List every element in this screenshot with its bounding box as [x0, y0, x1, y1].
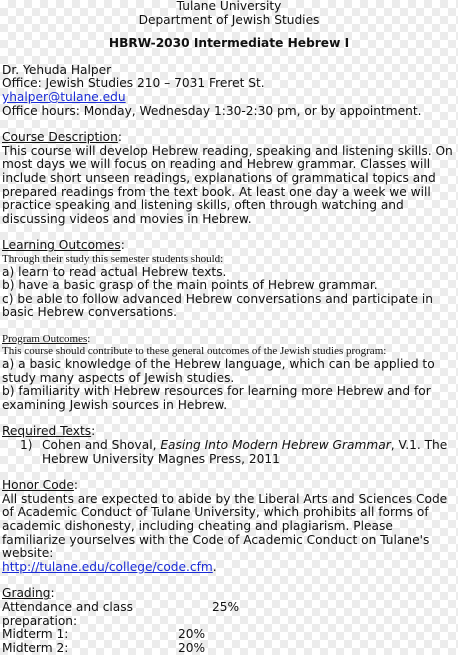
- grading-row: [2, 601, 456, 628]
- required-text-number: 1): [20, 438, 33, 453]
- instructor-name: Dr. Yehuda Halper: [2, 62, 112, 77]
- program-outcomes-intro: This course should contribute to these general outcomes of the Jewish studies program:: [2, 345, 387, 358]
- course-title: HBRW-2030 Intermediate Hebrew I: [108, 36, 350, 51]
- syllabus-document: [2, 0, 456, 655]
- office-hours: Office hours: Monday, Wednesday 1:30-2:30 pm, or by appointment.: [2, 103, 422, 118]
- grading-value: 20%: [178, 627, 206, 642]
- honor-code-text: All students are expected to abide by the Liberal Arts and Sciences Code of Academic Conduct of Tulane University, which prohibits all forms of academic dishonesty, including cheating and plagiarism. Please familiarize yourselves with the Code of Academic Conduct on Tulane's website: http://tulane.edu/college/code.cfm.: [2, 491, 448, 574]
- grading-label: Midterm 2:: [2, 640, 69, 655]
- code-of-conduct-link[interactable]: http://tulane.edu/college/code.cfm: [2, 559, 213, 574]
- grading-row: [2, 628, 456, 642]
- course-description-heading: Course Description:: [2, 130, 122, 145]
- required-text-item: [2, 439, 456, 466]
- grading-heading: Grading:: [2, 586, 55, 601]
- required-text-citation: Cohen and Shoval, Easing Into Modern Hebrew Grammar, V.1. The Hebrew University Magnes Press, 2011: [42, 438, 448, 466]
- instructor-email-link[interactable]: yhalper@tulane.edu: [2, 89, 126, 104]
- program-outcome-item: a) a basic knowledge of the Hebrew language, which can be applied to study many aspects of Jewish studies.: [2, 357, 435, 385]
- required-text-book-title: Easing Into Modern Hebrew Grammar: [160, 438, 391, 453]
- instructor-office: Office: Jewish Studies 210 – 7031 Freret St.: [2, 76, 265, 91]
- grading-value: 20%: [178, 640, 206, 655]
- program-outcomes-heading: Program Outcomes:: [2, 332, 91, 345]
- course-description-text: This course will develop Hebrew reading, speaking and listening skills. On most days we will focus on reading and Hebrew grammar. Classes will include short unseen readings, explanations of grammatical topics and prepared readings from the text book. At least one day a week we will practice speaking and listening skills, often through watching and discussing videos and movies in Hebrew.: [2, 143, 453, 226]
- department-name: Department of Jewish Studies: [138, 12, 320, 27]
- required-texts-heading: Required Texts:: [2, 424, 96, 439]
- honor-code-heading: Honor Code:: [2, 478, 78, 493]
- university-name: Tulane University: [176, 0, 282, 13]
- program-outcome-item: b) familiarity with Hebrew resources for learning more Hebrew and for examining Jewish sources in Hebrew.: [2, 384, 431, 412]
- learning-outcomes-intro: Through their study this semester students should:: [2, 252, 224, 265]
- learning-outcome-item: a) learn to read actual Hebrew texts.: [2, 264, 227, 279]
- learning-outcome-item: c) be able to follow advanced Hebrew conversations and participate in basic Hebrew conversations.: [2, 291, 433, 320]
- grading-label: Midterm 1:: [2, 627, 69, 642]
- grading-row: [2, 642, 456, 655]
- learning-outcome-item: b) have a basic grasp of the main points of Hebrew grammar.: [2, 278, 378, 293]
- grading-value: 25%: [212, 599, 240, 614]
- grading-label: Attendance and class preparation:: [2, 599, 133, 628]
- learning-outcomes-heading: Learning Outcomes:: [2, 238, 125, 253]
